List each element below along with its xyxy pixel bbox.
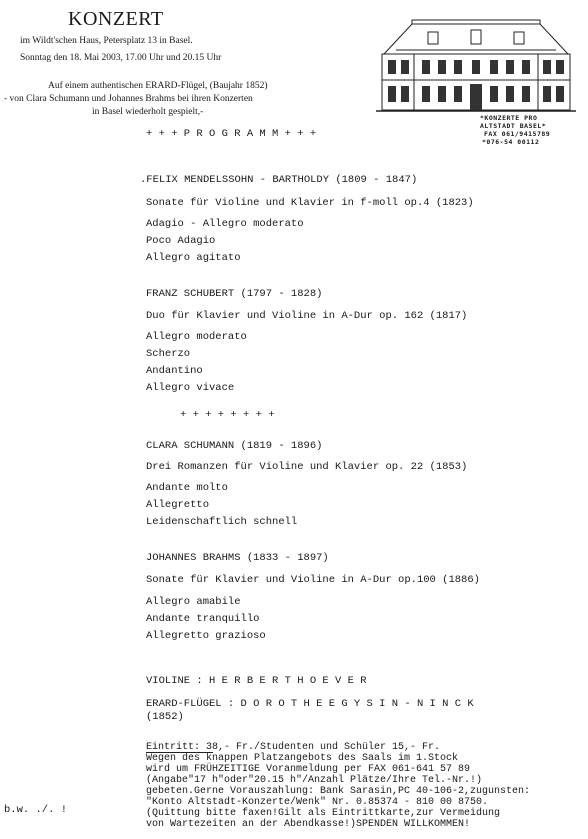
composer-name: .FELIX MENDELSSOHN - BARTHOLDY (1809 - 1847) — [140, 174, 418, 186]
stamp-line-4: *076-54 00112 — [482, 138, 540, 146]
work-title: Sonate für Violine und Klavier in f-moll op.4 (1823) — [146, 197, 474, 209]
footer-line-4: (Angabe"17 h"oder"20.15 h"/Anzahl Plätze/Ihre Tel.-Nr.!) — [146, 775, 483, 786]
stamp-line-2: ALTSTADT BASEL* — [480, 122, 547, 130]
movement: Leidenschaftlich schnell — [146, 516, 298, 528]
movement: Allegro moderato — [146, 331, 247, 343]
footer-line-5: gebeten.Gerne Vorauszahlung: Bank Sarasin,PC 40-106-2,zugunsten: — [146, 786, 531, 797]
composer-name: CLARA SCHUMANN (1819 - 1896) — [146, 440, 323, 452]
work-title: Sonate für Klavier und Violine in A-Dur op.100 (1886) — [146, 574, 480, 586]
violin-performer: VIOLINE : H E R B E R T H O E V E R — [146, 675, 367, 687]
footer-line-1: Eintritt: 38,- Fr./Studenten und Schüler 15,- Fr. — [146, 742, 441, 753]
movement: Andante tranquillo — [146, 613, 260, 625]
footer-line-6: "Konto Altstadt-Konzerte/Wenk" Nr. 0.85374 - 810 00 8750. — [146, 797, 489, 808]
description-line-2: - von Clara Schumann und Johannes Brahms bei ihren Konzerten — [4, 94, 253, 104]
footer-line-3: wird um FRÜHZEITIGE Voranmeldung per FAX 061-641 57 89 — [146, 764, 471, 775]
date-line: Sonntag den 18. Mai 2003, 17.00 Uhr und 20.15 Uhr — [20, 53, 222, 63]
venue-line: im Wildt'schen Haus, Petersplatz 13 in Basel. — [20, 36, 193, 46]
description-line-3: in Basel wiederholt gespielt,- — [92, 107, 204, 117]
page-turn-note: b.w. ./. ! — [4, 804, 68, 816]
composer-name: JOHANNES BRAHMS (1833 - 1897) — [146, 552, 329, 564]
movement: Andante molto — [146, 482, 228, 494]
footer-underline — [146, 752, 213, 753]
movement: Adagio - Allegro moderato — [146, 218, 304, 230]
stamp-line-3: FAX 061/9415789 — [484, 130, 551, 138]
footer-line-2: Wegen des knappen Platzangebots des Saals im 1.Stock — [146, 753, 459, 764]
program-heading: + + + P R O G R A M M + + + — [146, 128, 317, 140]
piano-year: (1852) — [146, 711, 184, 723]
movement: Allegretto — [146, 499, 210, 511]
piano-performer: ERARD-FLÜGEL : D O R O T H E E G Y S I N - N I N C K — [146, 698, 474, 710]
movement: Allegretto grazioso — [146, 630, 266, 642]
movement: Allegro amabile — [146, 596, 241, 608]
footer-line-7: (Quittung bitte faxen!Gilt als Eintrittkarte,zur Vermeidung — [146, 808, 501, 819]
work-title: Drei Romanzen für Violine und Klavier op. 22 (1853) — [146, 461, 468, 473]
movement: Allegro vivace — [146, 382, 235, 394]
movement: Poco Adagio — [146, 235, 216, 247]
movement: Allegro agitato — [146, 252, 241, 264]
work-title: Duo für Klavier und Violine in A-Dur op. 162 (1817) — [146, 310, 468, 322]
description-line-1: Auf einem authentischen ERARD-Flügel, (Baujahr 1852) — [48, 81, 268, 91]
page-title: KONZERT — [68, 8, 164, 30]
footer-line-8: von Wartezeiten an der Abendkasse!)SPENDEN WILLKOMMEN! — [146, 819, 471, 830]
movement: Scherzo — [146, 348, 191, 360]
composer-name: FRANZ SCHUBERT (1797 - 1828) — [146, 288, 323, 300]
building-illustration — [376, 14, 576, 114]
intermission-divider: + + + + + + + + — [180, 409, 275, 421]
movement: Andantino — [146, 365, 203, 377]
stamp-line-1: *KONZERTE PRO — [480, 114, 538, 122]
